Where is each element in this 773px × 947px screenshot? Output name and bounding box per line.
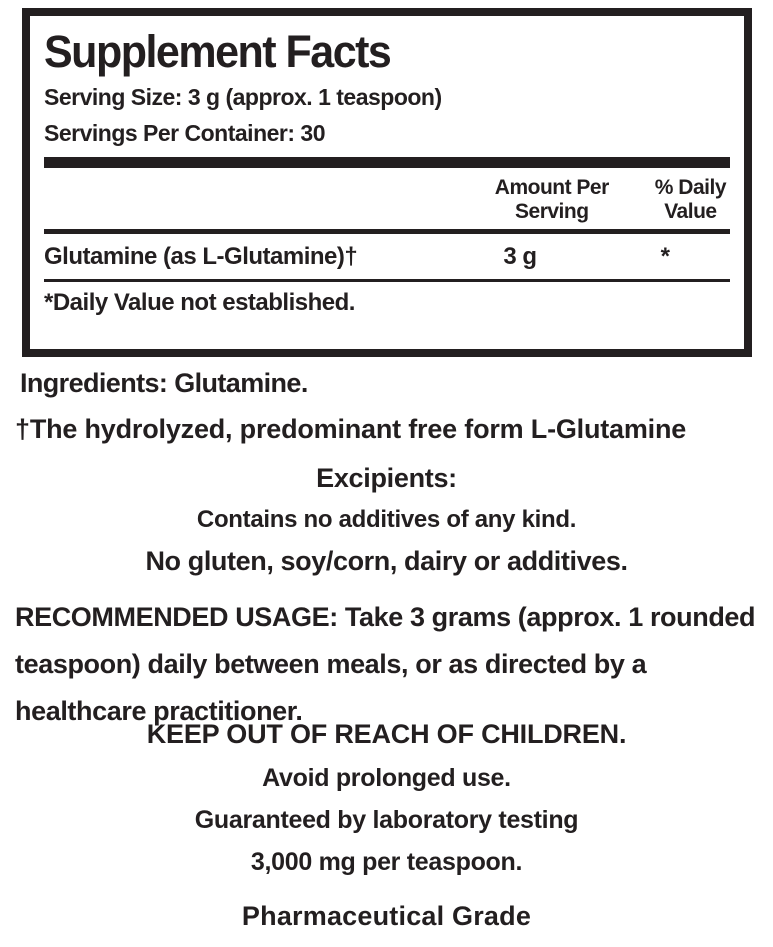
usage-text: Take 3 grams (approx. 1 rounded teaspoon) daily between meals, or as directed by a healthcare practitioner.	[15, 602, 756, 726]
column-header-dv-line2: Value	[664, 199, 717, 223]
excipients-heading: Excipients:	[316, 463, 457, 493]
column-header-dv-line1: % Daily	[654, 176, 726, 200]
ingredients-line: Ingredients: Glutamine.	[20, 368, 308, 398]
free-form-note: †The hydrolyzed, predominant free form L-Glutamine	[15, 414, 687, 444]
daily-value-footnote: *Daily Value not established.	[44, 289, 355, 317]
nutrient-name: Glutamine (as L-Glutamine)†	[44, 243, 358, 271]
column-header-daily-value	[655, 176, 726, 223]
column-header-amount-line1: Amount Per	[494, 176, 609, 200]
usage-label: RECOMMENDED USAGE:	[15, 602, 338, 632]
panel-title: Supplement Facts	[44, 26, 391, 78]
column-header-amount	[495, 176, 609, 223]
servings-per-container-line: Servings Per Container: 30	[44, 120, 325, 147]
usage-paragraph	[15, 594, 763, 735]
nutrient-daily-value: *	[660, 243, 670, 271]
caution-note-3: 3,000 mg per teaspoon.	[250, 848, 523, 876]
column-header-row	[44, 168, 730, 234]
caution-note-1: Avoid prolonged use.	[262, 764, 511, 792]
allergen-free-note: No gluten, soy/corn, dairy or additives.	[145, 546, 628, 576]
excipients-note: Contains no additives of any kind.	[196, 506, 577, 533]
nutrient-row	[44, 234, 730, 282]
keep-out-warning: KEEP OUT OF REACH OF CHILDREN.	[146, 719, 627, 749]
nutrient-amount: 3 g	[503, 243, 537, 271]
column-header-amount-line2: Serving	[515, 199, 589, 223]
serving-size-line: Serving Size: 3 g (approx. 1 teaspoon)	[44, 84, 442, 111]
grade-footer: Pharmaceutical Grade	[241, 901, 532, 931]
caution-note-2: Guaranteed by laboratory testing	[194, 806, 579, 834]
thick-divider-bar	[44, 157, 730, 168]
supplement-facts-panel	[22, 8, 752, 357]
